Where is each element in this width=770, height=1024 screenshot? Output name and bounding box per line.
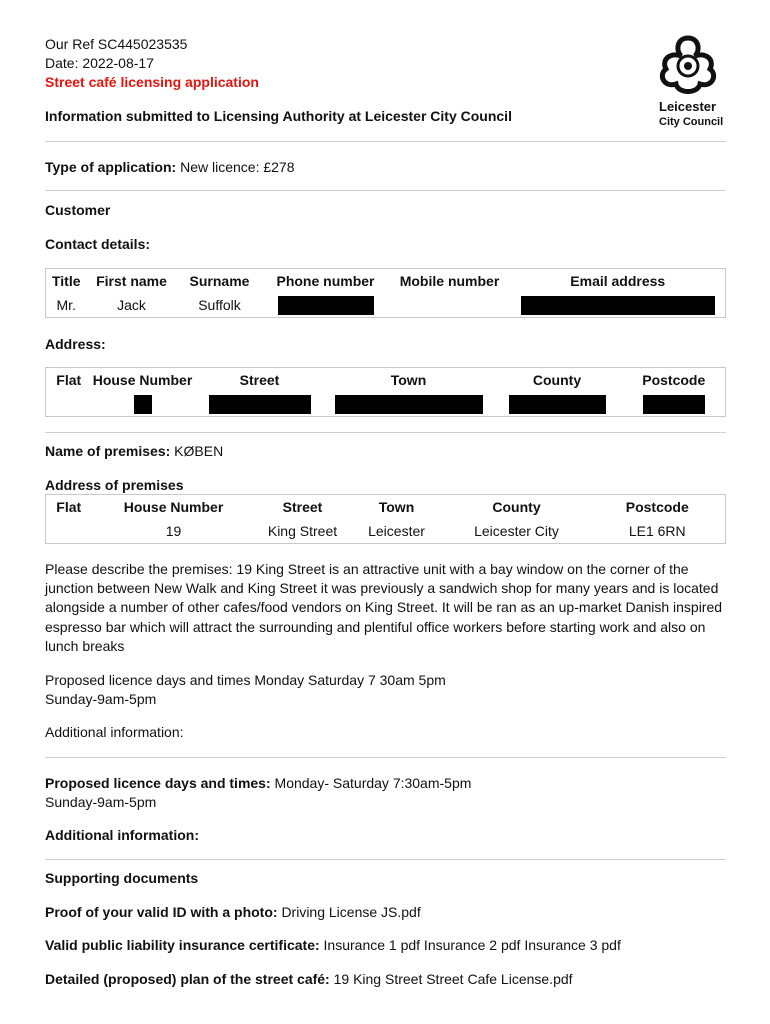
- cell-county: Leicester City: [474, 523, 559, 539]
- licence-days-times: [45, 774, 471, 812]
- address-table-header: [46, 368, 726, 393]
- col-phone: Phone number: [276, 273, 375, 289]
- licence-days-line-2: Sunday-9am-5pm: [45, 794, 157, 811]
- col-email: Email address: [570, 273, 666, 289]
- address-heading: Address:: [45, 336, 106, 352]
- contact-table: [45, 268, 726, 318]
- col-postcode: Postcode: [642, 372, 706, 388]
- plan-label: Detailed (proposed) plan of the street café:: [45, 971, 330, 987]
- premises-name-value: KØBEN: [174, 443, 224, 459]
- email-redaction: [521, 296, 715, 315]
- premises-name: [45, 443, 223, 459]
- insurance-label: Valid public liability insurance certificate:: [45, 937, 320, 953]
- info-line: Information submitted to Licensing Authority at Leicester City Council: [45, 108, 512, 124]
- plan-file: 19 King Street Street Cafe License.pdf: [333, 971, 573, 987]
- col-postcode: Postcode: [625, 499, 689, 515]
- logo-line-1: Leicester: [659, 99, 717, 114]
- col-street: Street: [282, 499, 323, 515]
- application-type-value: New licence: £278: [180, 159, 295, 175]
- cell-flat: [46, 392, 92, 417]
- cell-title: Mr.: [56, 297, 76, 313]
- table-row: [46, 293, 726, 318]
- cell-town: [326, 392, 492, 417]
- table-row: [46, 519, 726, 544]
- divider: [45, 141, 726, 142]
- cell-flat: [46, 519, 92, 544]
- cell-street: King Street: [267, 523, 338, 539]
- col-surname: Surname: [189, 273, 250, 289]
- additional-info-label: Additional information:: [45, 827, 199, 843]
- premises-name-label: Name of premises:: [45, 443, 171, 459]
- premises-address-heading: Address of premises: [45, 477, 184, 493]
- col-town: Town: [390, 372, 427, 388]
- cell-house-number: 19: [165, 523, 182, 539]
- col-first-name: First name: [96, 273, 167, 289]
- col-mobile: Mobile number: [399, 273, 500, 289]
- county-redaction: [509, 395, 606, 414]
- cell-county: [492, 392, 623, 417]
- supporting-documents-heading: Supporting documents: [45, 870, 199, 886]
- col-town: Town: [378, 499, 415, 515]
- id-label: Proof of your valid ID with a photo:: [45, 904, 278, 920]
- additional-info-free-text: Additional information:: [45, 724, 184, 740]
- table-row: [46, 392, 726, 417]
- town-redaction: [335, 395, 483, 414]
- cell-surname: Suffolk: [198, 297, 241, 313]
- premises-table-header: [46, 495, 726, 520]
- plan-document: [45, 971, 573, 987]
- contact-details-heading: Contact details:: [45, 236, 151, 252]
- house-number-redaction: [134, 395, 152, 414]
- col-county: County: [492, 499, 541, 515]
- customer-address-table: [45, 367, 726, 417]
- logo-line-2: City Council: [659, 116, 724, 128]
- col-street: Street: [239, 372, 280, 388]
- col-county: County: [532, 372, 582, 388]
- col-house-number: House Number: [92, 372, 193, 388]
- document-date: Date: 2022-08-17: [45, 55, 154, 71]
- application-title: Street café licensing application: [45, 74, 259, 90]
- col-house-number: House Number: [123, 499, 224, 515]
- cell-street: [194, 392, 326, 417]
- application-type: [45, 159, 295, 175]
- proposed-times-line-1: Proposed licence days and times Monday Saturday 7 30am 5pm: [45, 672, 446, 688]
- contact-table-header: [46, 269, 726, 294]
- application-type-label: Type of application:: [45, 159, 177, 175]
- customer-heading: Customer: [45, 202, 111, 218]
- divider: [45, 190, 726, 191]
- divider: [45, 859, 726, 860]
- divider: [45, 432, 726, 433]
- postcode-redaction: [643, 395, 705, 414]
- premises-description: Please describe the premises: 19 King Street is an attractive unit with a bay window on the corner of the junction between New Walk and King Street it was previously a sandwich shop for many years and is located alongside a number of other cafes/food vendors on King Street. It will be ran as an up-market Danish inspired espresso bar which will attract the surrounding and plentiful office workers before starting work and also on lunch breaks: [45, 561, 723, 654]
- premises-address-table: [45, 494, 726, 544]
- cell-phone: [263, 293, 389, 318]
- cell-mobile: [389, 293, 511, 318]
- col-title: Title: [51, 273, 81, 289]
- street-redaction: [209, 395, 311, 414]
- licence-days-label: Proposed licence days and times:: [45, 775, 271, 791]
- id-file: Driving License JS.pdf: [281, 904, 421, 920]
- proposed-times-free-text: [45, 671, 446, 709]
- id-document: [45, 904, 421, 920]
- col-flat: Flat: [56, 499, 82, 515]
- cell-first-name: Jack: [117, 297, 146, 313]
- cell-postcode: [623, 392, 726, 417]
- licence-days-value: Monday- Saturday 7:30am-5pm: [274, 775, 472, 791]
- col-flat: Flat: [56, 372, 82, 388]
- cell-postcode: LE1 6RN: [628, 523, 686, 539]
- cell-email: [511, 293, 726, 318]
- document-header: [45, 35, 726, 126]
- proposed-times-line-2: Sunday-9am-5pm: [45, 691, 157, 708]
- leicester-logo: [645, 32, 730, 132]
- insurance-files: Insurance 1 pdf Insurance 2 pdf Insurance 3 pdf: [323, 937, 621, 953]
- cell-house-number: [92, 392, 194, 417]
- council-rose-icon: [648, 32, 728, 96]
- phone-redaction: [278, 296, 374, 315]
- reference-number: Our Ref SC445023535: [45, 36, 188, 52]
- divider: [45, 757, 726, 758]
- cell-town: Leicester: [368, 523, 425, 539]
- insurance-document: [45, 937, 621, 953]
